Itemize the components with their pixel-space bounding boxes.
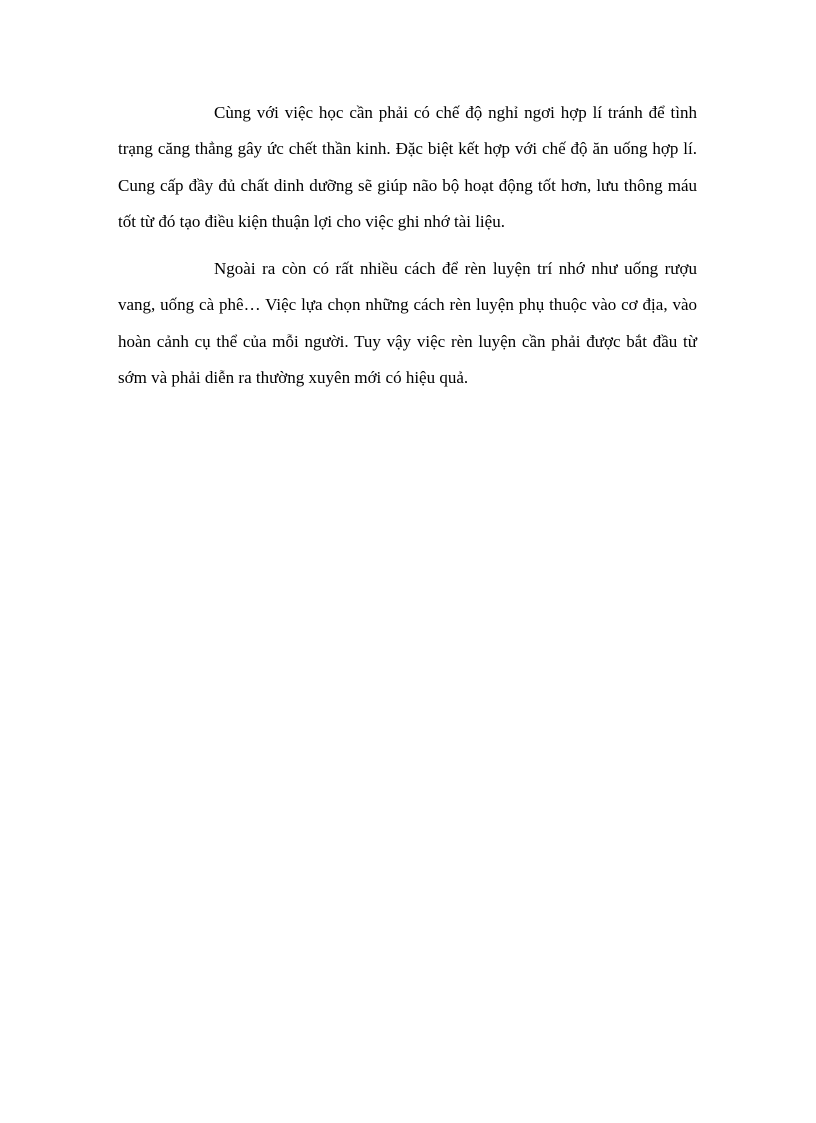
document-body (118, 95, 697, 396)
paragraph-memory-training: Ngoài ra còn có rất nhiều cách để rèn luyện trí nhớ như uống rượu vang, uống cà phê… Việc lựa chọn những cách rèn luyện phụ thuộc vào cơ địa, vào hoàn cảnh cụ thể của mỗi người. Tuy vậy việc rèn luyện cần phải được bắt đầu từ sớm và phải diễn ra thường xuyên mới có hiệu quả. (118, 259, 697, 388)
paragraph-rest-and-nutrition: Cùng với việc học cần phải có chế độ nghỉ ngơi hợp lí tránh để tình trạng căng thẳng gây ức chết thần kinh. Đặc biệt kết hợp với chế độ ăn uống hợp lí. Cung cấp đầy đủ chất dinh dưỡng sẽ giúp não bộ hoạt động tốt hơn, lưu thông máu tốt từ đó tạo điều kiện thuận lợi cho việc ghi nhớ tài liệu. (118, 103, 697, 231)
